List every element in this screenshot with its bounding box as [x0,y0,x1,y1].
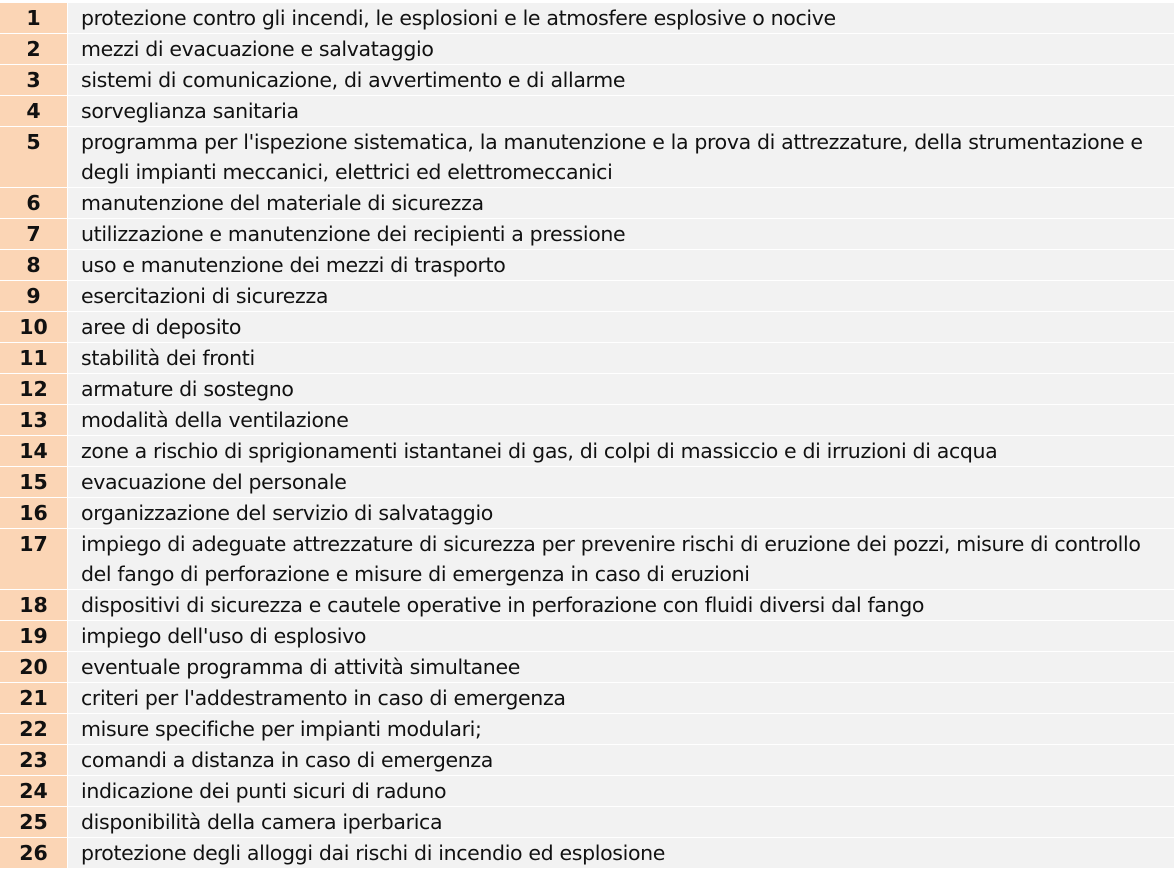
row-number: 22 [0,714,68,745]
row-text: manutenzione del materiale di sicurezza [68,188,1175,219]
table-row [0,65,1174,96]
document-table-container [0,3,1174,869]
row-number: 21 [0,683,68,714]
row-text: sistemi di comunicazione, di avvertimento e di allarme [68,65,1175,96]
table-row [0,498,1174,529]
table-row [0,652,1174,683]
table-row [0,590,1174,621]
row-number: 25 [0,807,68,838]
row-text: evacuazione del personale [68,467,1175,498]
table-row [0,621,1174,652]
row-number: 13 [0,405,68,436]
row-number: 5 [0,127,68,188]
table-row [0,343,1174,374]
row-number: 9 [0,281,68,312]
table-row [0,683,1174,714]
table-row [0,127,1174,188]
row-text: mezzi di evacuazione e salvataggio [68,34,1175,65]
row-number: 3 [0,65,68,96]
table-row [0,281,1174,312]
row-text: stabilità dei fronti [68,343,1175,374]
row-number: 7 [0,219,68,250]
row-text: misure specifiche per impianti modulari; [68,714,1175,745]
row-number: 16 [0,498,68,529]
row-number: 8 [0,250,68,281]
row-text: impiego dell'uso di esplosivo [68,621,1175,652]
row-text: utilizzazione e manutenzione dei recipienti a pressione [68,219,1175,250]
table-row [0,188,1174,219]
table-body [0,3,1174,869]
table-row [0,250,1174,281]
table-row [0,838,1174,869]
row-text: uso e manutenzione dei mezzi di trasporto [68,250,1175,281]
row-number: 1 [0,3,68,34]
row-text: sorveglianza sanitaria [68,96,1175,127]
row-number: 11 [0,343,68,374]
row-text: disponibilità della camera iperbarica [68,807,1175,838]
row-text: impiego di adeguate attrezzature di sicurezza per prevenire rischi di eruzione dei pozzi, misure di controllo del fango di perforazione e misure di emergenza in caso di eruzioni [68,529,1175,590]
row-number: 2 [0,34,68,65]
row-number: 4 [0,96,68,127]
table-row [0,529,1174,590]
table-row [0,374,1174,405]
row-text: protezione degli alloggi dai rischi di incendio ed esplosione [68,838,1175,869]
row-number: 24 [0,776,68,807]
row-text: indicazione dei punti sicuri di raduno [68,776,1175,807]
table-row [0,436,1174,467]
row-number: 15 [0,467,68,498]
row-number: 23 [0,745,68,776]
row-number: 20 [0,652,68,683]
table-row [0,96,1174,127]
table-row [0,219,1174,250]
table-row [0,312,1174,343]
table-row [0,34,1174,65]
table-row [0,745,1174,776]
row-number: 26 [0,838,68,869]
row-text: comandi a distanza in caso di emergenza [68,745,1175,776]
table-row [0,776,1174,807]
safety-measures-table [0,3,1174,869]
table-row [0,714,1174,745]
table-row [0,467,1174,498]
table-row [0,807,1174,838]
table-row [0,3,1174,34]
row-text: esercitazioni di sicurezza [68,281,1175,312]
row-text: dispositivi di sicurezza e cautele operative in perforazione con fluidi diversi dal fango [68,590,1175,621]
table-row [0,405,1174,436]
row-number: 19 [0,621,68,652]
row-text: aree di deposito [68,312,1175,343]
row-text: criteri per l'addestramento in caso di emergenza [68,683,1175,714]
row-text: programma per l'ispezione sistematica, la manutenzione e la prova di attrezzature, della strumentazione e degli impianti meccanici, elettrici ed elettromeccanici [68,127,1175,188]
row-text: modalità della ventilazione [68,405,1175,436]
row-text: organizzazione del servizio di salvataggio [68,498,1175,529]
row-text: zone a rischio di sprigionamenti istantanei di gas, di colpi di massiccio e di irruzioni di acqua [68,436,1175,467]
row-text: protezione contro gli incendi, le esplosioni e le atmosfere esplosive o nocive [68,3,1175,34]
row-number: 14 [0,436,68,467]
row-number: 10 [0,312,68,343]
row-number: 17 [0,529,68,590]
row-number: 12 [0,374,68,405]
row-number: 18 [0,590,68,621]
row-number: 6 [0,188,68,219]
row-text: eventuale programma di attività simultanee [68,652,1175,683]
row-text: armature di sostegno [68,374,1175,405]
